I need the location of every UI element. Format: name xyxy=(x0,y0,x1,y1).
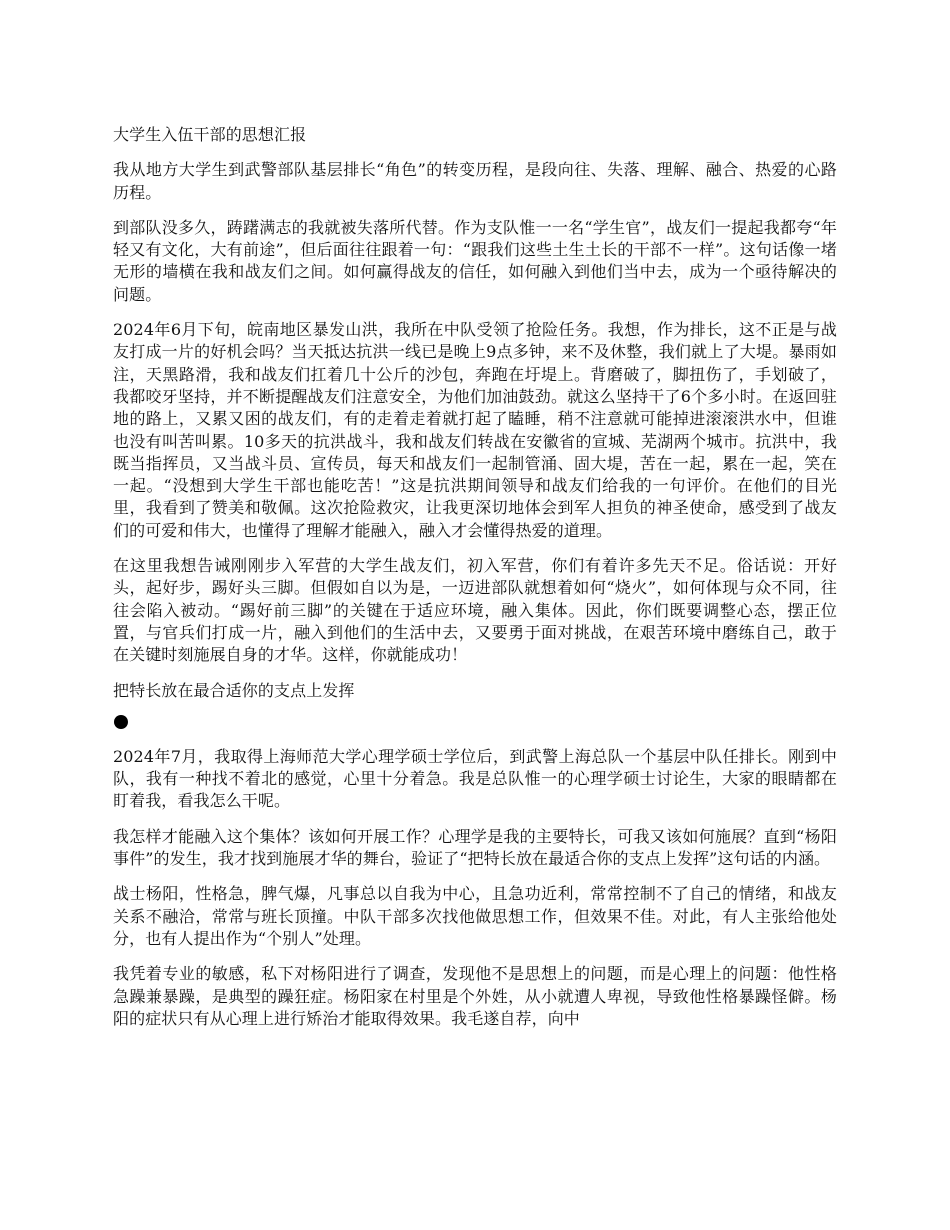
paragraph: 我凭着专业的敏感，私下对杨阳进行了调查，发现他不是思想上的问题，而是心理上的问题：他性格急躁兼暴躁，是典型的躁狂症。杨阳家在村里是个外姓，从小就遭人卑视，导致他性格暴躁怪僻。杨阳的症状只有从心理上进行矫治才能取得效果。我毛遂自荐，向中 xyxy=(113,964,837,1028)
paragraph: 到部队没多久，踌躇满志的我就被失落所代替。作为支队惟一一名“学生官”，战友们一提起我都夸“年轻又有文化，大有前途”，但后面往往跟着一句：“跟我们这些土生土长的干部不一样”。这句话像一堵无形的墙横在我和战友们之间。如何赢得战友的信任，如何融入到他们当中去，成为一个亟待解决的问题。 xyxy=(113,217,837,304)
paragraph: 在这里我想告诫刚刚步入军营的大学生战友们，初入军营，你们有着许多先天不足。俗话说：开好头，起好步，踢好头三脚。但假如自以为是，一迈进部队就想着如何“烧火”，如何体现与众不同，往往会陷入被动。“踢好前三脚”的关键在于适应环境，融入集体。因此，你们既要调整心态，摆正位置，与官兵们打成一片，融入到他们的生活中去，又要勇于面对挑战，在艰苦环境中磨练自己，敢于在关键时刻施展自身的才华。这样，你就能成功！ xyxy=(113,556,837,665)
document-title: 大学生入伍干部的思想汇报 xyxy=(113,125,307,144)
paragraph: 我怎样才能融入这个集体？该如何开展工作？心理学是我的主要特长，可我又该如何施展？直到“杨阳事件”的发生，我才找到施展才华的舞台，验证了“把特长放在最适合你的支点上发挥”这句话的内涵。 xyxy=(113,826,837,869)
document-page xyxy=(113,124,837,1043)
paragraph: 战士杨阳，性格急，脾气爆，凡事总以自我为中心，且急功近利，常常控制不了自己的情绪，和战友关系不融洽，常常与班长顶撞。中队干部多次找他做思想工作，但效果不佳。对此，有人主张给他处分，也有人提出作为“个别人”处理。 xyxy=(113,884,837,948)
section-heading: 把特长放在最合适你的支点上发挥 xyxy=(113,680,355,700)
paragraph: 2024年7月，我取得上海师范大学心理学硕士学位后，到武警上海总队一个基层中队任排长。刚到中队，我有一种找不着北的感觉，心里十分着急。我是总队惟一的心理学硕士讨论生，大家的眼睛都在盯着我，看我怎么干呢。 xyxy=(113,746,837,811)
paragraph: 2024年6月下旬，皖南地区暴发山洪，我所在中队受领了抢险任务。我想，作为排长，这不正是与战友打成一片的好机会吗？当天抵达抗洪一线已是晚上9点多钟，来不及休整，我们就上了大堤。暴雨如注，天黑路滑，我和战友们扛着几十公斤的沙包，奔跑在圩堤上。背磨破了，脚扭伤了，手划破了，我都咬牙坚持，并不断提醒战友们注意安全，为他们加油鼓劲。就这么坚持干了6个多小时。在返回驻地的路上，又累又困的战友们，有的走着走着就打起了瞌睡，稍不注意就可能掉进滚滚洪水中，但谁也没有叫苦叫累。10多天的抗洪战斗，我和战友们转战在安徽省的宣城、芜湖两个城市。抗洪中，我既当指挥员，又当战斗员、宣传员，每天和战友们一起制管涌、固大堤，苦在一起，累在一起，笑在一起。“没想到大学生干部也能吃苦！”这是抗洪期间领导和战友们给我的一句评价。在他们的目光里，我看到了赞美和敬佩。这次抢险救灾，让我更深切地体会到军人担负的神圣使命，感受到了战友们的可爱和伟大，也懂得了理解才能融入，融入才会懂得热爱的道理。 xyxy=(113,320,837,540)
paragraph: 我从地方大学生到武警部队基层排长“角色”的转变历程，是段向往、失落、理解、融合、热爱的心路历程。 xyxy=(113,160,837,202)
bullet-icon xyxy=(114,715,128,729)
